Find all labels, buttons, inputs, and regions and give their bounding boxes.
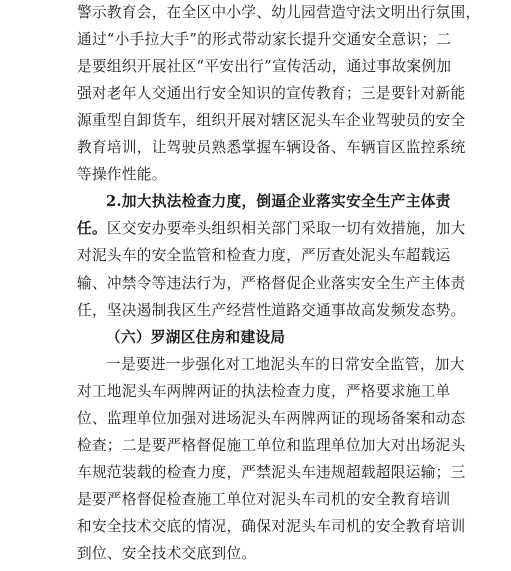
paragraph-1-line-2: 通过“小手拉大手”的形式带动家长提升交通安全意识；二 bbox=[77, 31, 452, 49]
paragraph-2-line-2-text: 区交安办要牵头组织相关部门采取一切有效措施，加大 bbox=[106, 220, 466, 238]
paragraph-3-line-2: 对工地泥头车两牌两证的执法检查力度，严格要求施工单 bbox=[77, 382, 451, 400]
paragraph-2-heading: 2.加大执法检查力度，倒逼企业落实安全生产主体责 bbox=[106, 193, 451, 211]
paragraph-1-line-7: 等操作性能。 bbox=[77, 166, 167, 184]
paragraph-3-line-4: 检查；二是要严格督促施工单位和监理单位加大对出场泥头 bbox=[77, 436, 466, 454]
paragraph-1-line-1: 警示教育会，在全区中小学、幼儿园营造守法文明出行氛围， bbox=[77, 4, 481, 21]
section-heading: （六）罗湖区住房和建设局 bbox=[106, 328, 286, 346]
paragraph-2-heading-end: 任。 bbox=[77, 220, 107, 238]
paragraph-3-line-6: 是要严格督促检查施工单位对泥头车司机的安全教育培训 bbox=[77, 490, 451, 508]
paragraph-2-line-3: 对泥头车的安全监管和检查力度，严厉查处泥头车超载运 bbox=[77, 247, 451, 265]
paragraph-1-line-4: 强对老年人交通出行安全知识的宣传教育；三是要针对新能 bbox=[77, 85, 466, 103]
paragraph-1-line-5: 源重型自卸货车，组织开展对辖区泥头车企业驾驶员的安全 bbox=[77, 112, 466, 130]
paragraph-1-line-6: 教育培训，让驾驶员熟悉掌握车辆设备、车辆盲区监控系统 bbox=[77, 139, 466, 157]
paragraph-2-line-5: 任，坚决遏制我区生产经营性道路交通事故高发频发态势。 bbox=[77, 301, 466, 319]
paragraph-3-line-7: 和安全技术交底的情况，确保对泥头车司机的安全教育培训 bbox=[77, 517, 466, 535]
paragraph-3-line-8: 到位、安全技术交底到位。 bbox=[77, 545, 257, 562]
paragraph-1-line-3: 是要组织开展社区“平安出行”宣传活动，通过事故案例加 bbox=[77, 58, 452, 76]
paragraph-2-line-2 bbox=[77, 220, 466, 238]
paragraph-3-line-3: 位、监理单位加强对进场泥头车两牌两证的现场备案和动态 bbox=[77, 409, 466, 427]
paragraph-2-line-4: 输、冲禁令等违法行为，严格督促企业落实安全生产主体责 bbox=[77, 274, 466, 292]
paragraph-3-line-5: 车规范装载的检查力度，严禁泥头车违规超载超限运输；三 bbox=[77, 463, 466, 481]
paragraph-3-line-1: 一是要进一步强化对工地泥头车的日常安全监管，加大 bbox=[106, 355, 465, 373]
